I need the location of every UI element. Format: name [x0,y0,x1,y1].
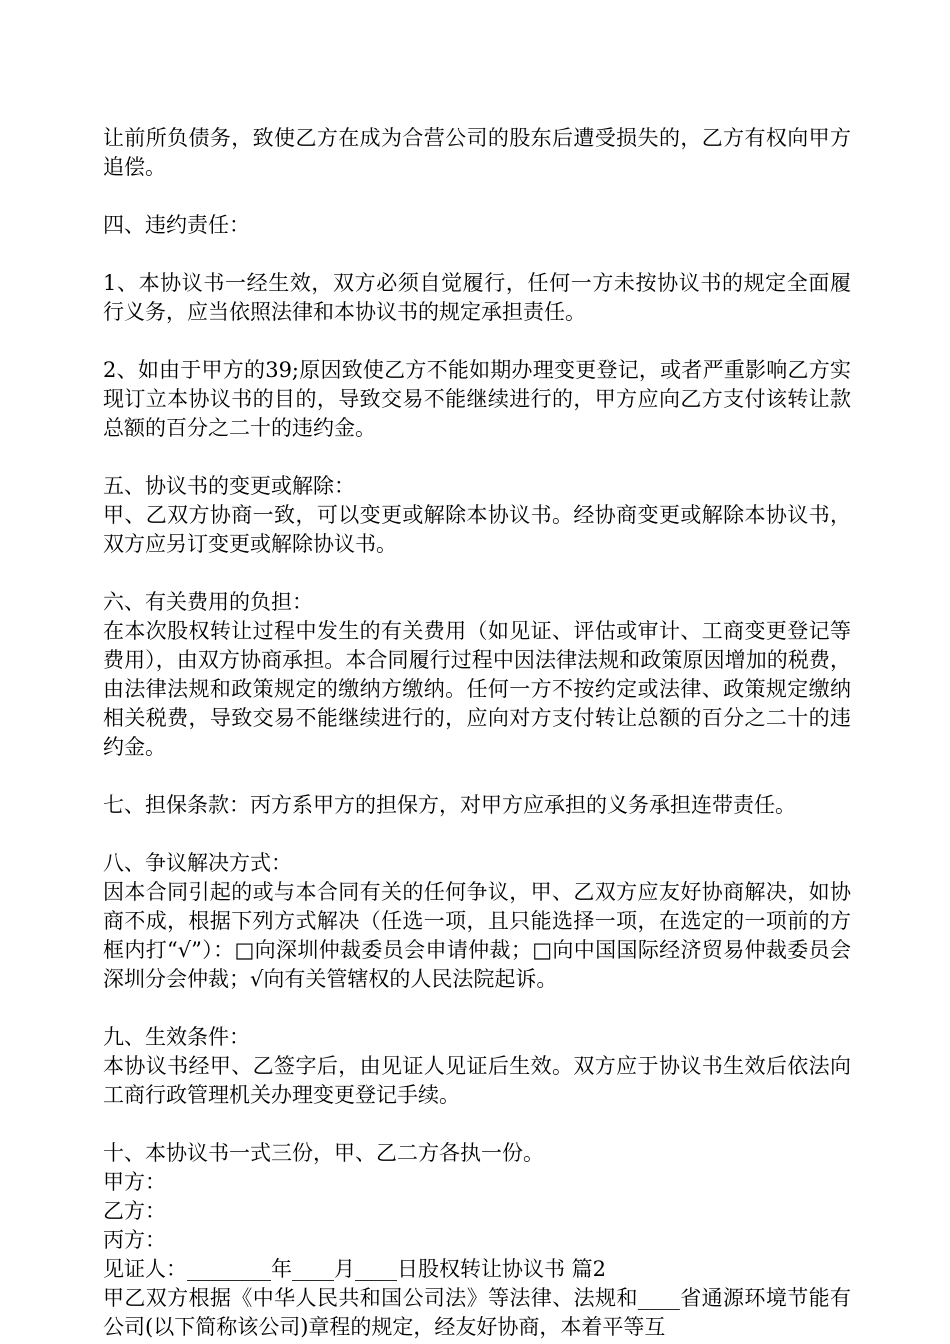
paragraph-text: 2、如由于甲方的39;原因致使乙方不能如期办理变更登记，或者严重影响乙方实现订立本协议书的目的，导致交易不能继续进行的，甲方应向乙方支付该转让款总额的百分之二十的违约金。 [103,358,851,440]
paragraph-spacer [103,1110,851,1139]
paragraph-spacer [103,559,851,588]
paragraph-spacer [103,327,851,356]
paragraph-spacer [103,443,851,472]
paragraph-block [103,588,851,762]
paragraph-text: 让前所负债务，致使乙方在成为合营公司的股东后遭受损失的，乙方有权向甲方追偿。 [103,126,851,179]
paragraph-text: 丙方： [103,1228,166,1252]
paragraph-text: 因本合同引起的或与本合同有关的任何争议，甲、乙双方应友好协商解决，如协商不成，根据下列方式解决（任选一项，且只能选择一项，在选定的一项前的方框内打“√”）：□向深圳仲裁委员会申请仲裁；□向中国国际经济贸易仲裁委员会深圳分会仲裁；√向有关管辖权的人民法院起诉。 [103,880,851,991]
paragraph-text: 九、生效条件： [103,1025,250,1049]
paragraph-block [103,269,851,327]
paragraph-spacer [103,182,851,211]
paragraph-block [103,791,851,820]
paragraph-text: 本协议书经甲、乙签字后，由见证人见证后生效。双方应于协议书生效后依法向工商行政管理机关办理变更登记手续。 [103,1054,851,1107]
paragraph-text: 四、违约责任： [103,213,250,237]
paragraph-block [103,124,851,182]
paragraph-text: 甲乙双方根据《中华人民共和国公司法》等法律、法规和____省通源环境节能有公司(以下简称该公司)章程的规定，经友好协商，本着平等互 [103,1286,851,1339]
paragraph-text: 十、本协议书一式三份，甲、乙二方各执一份。 [103,1141,544,1165]
document-body [103,124,851,1342]
paragraph-spacer [103,820,851,849]
paragraph-text: 见证人：________年____月____日股权转让协议书 篇2 [103,1257,607,1281]
paragraph-text: 1、本协议书一经生效，双方必须自觉履行，任何一方未按协议书的规定全面履行义务，应当依照法律和本协议书的规定承担责任。 [103,271,851,324]
paragraph-block [103,211,851,240]
paragraph-spacer [103,994,851,1023]
paragraph-spacer [103,762,851,791]
paragraph-text: 八、争议解决方式： [103,851,292,875]
paragraph-text: 在本次股权转让过程中发生的有关费用（如见证、评估或审计、工商变更登记等费用），由双方协商承担。本合同履行过程中因法律法规和政策原因增加的税费，由法律法规和政策规定的缴纳方缴纳。任何一方不按约定或法律、政策规定缴纳相关税费，导致交易不能继续进行的，应向对方支付转让总额的百分之二十的违约金。 [103,619,851,759]
paragraph-text: 甲方： [103,1170,166,1194]
paragraph-block [103,472,851,559]
paragraph-text: 乙方： [103,1199,166,1223]
paragraph-block [103,1023,851,1110]
paragraph-block [103,356,851,443]
paragraph-text: 七、担保条款：丙方系甲方的担保方，对甲方应承担的义务承担连带责任。 [103,793,796,817]
paragraph-text: 六、有关费用的负担： [103,590,313,614]
paragraph-block [103,849,851,994]
paragraph-block [103,1139,851,1342]
paragraph-text: 五、协议书的变更或解除： [103,474,355,498]
paragraph-spacer [103,240,851,269]
paragraph-text: 甲、乙双方协商一致，可以变更或解除本协议书。经协商变更或解除本协议书，双方应另订变更或解除协议书。 [103,503,851,556]
